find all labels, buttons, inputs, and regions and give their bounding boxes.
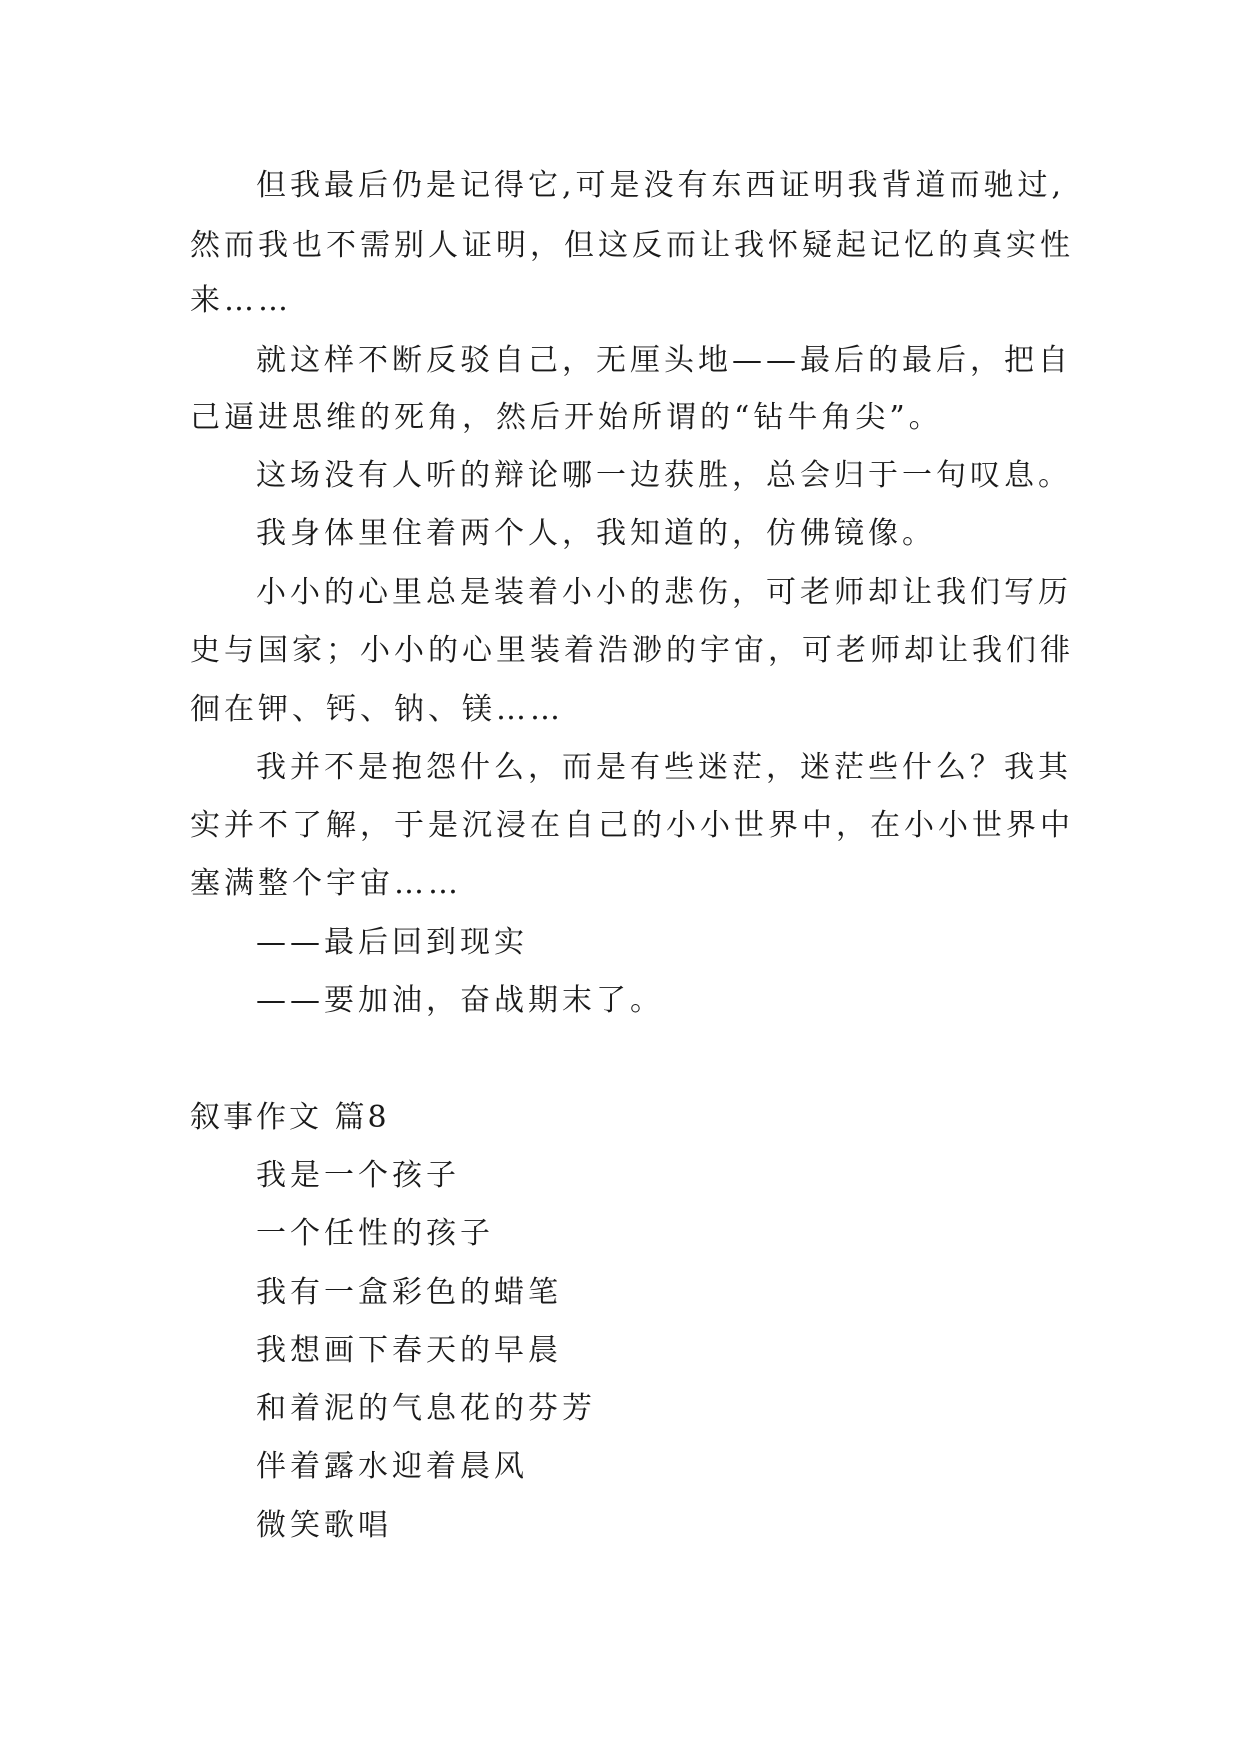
paragraph-line: 己逼进思维的死角，然后开始所谓的“钻牛角尖”。 bbox=[190, 400, 943, 435]
poem-line: 我有一盒彩色的蜡笔 bbox=[256, 1275, 562, 1310]
poem-line: 伴着露水迎着晨风 bbox=[256, 1449, 528, 1484]
poem-line: 微笑歌唱 bbox=[256, 1508, 392, 1543]
paragraph-line: 塞满整个宇宙…… bbox=[190, 866, 462, 901]
paragraph-line: 然而我也不需别人证明，但这反而让我怀疑起记忆的真实性 bbox=[190, 228, 1074, 263]
paragraph-line: ——最后回到现实 bbox=[256, 925, 528, 960]
paragraph-line: 但我最后仍是记得它,可是没有东西证明我背道而驰过, bbox=[256, 168, 1066, 203]
paragraph-line: 我并不是抱怨什么，而是有些迷茫，迷茫些什么？我其 bbox=[256, 750, 1072, 785]
paragraph-line: 实并不了解，于是沉浸在自己的小小世界中，在小小世界中 bbox=[190, 808, 1074, 843]
paragraph-line: 就这样不断反驳自己，无厘头地——最后的最后，把自 bbox=[256, 343, 1072, 378]
paragraph-line: 来…… bbox=[190, 283, 292, 318]
paragraph-line: 徊在钾、钙、钠、镁…… bbox=[190, 692, 564, 727]
paragraph-line: 小小的心里总是装着小小的悲伤，可老师却让我们写历 bbox=[256, 575, 1072, 610]
paragraph-line: ——要加油，奋战期末了。 bbox=[256, 983, 664, 1018]
paragraph-line: 这场没有人听的辩论哪一边获胜，总会归于一句叹息。 bbox=[256, 458, 1072, 493]
poem-line: 和着泥的气息花的芬芳 bbox=[256, 1391, 596, 1426]
poem-line: 一个任性的孩子 bbox=[256, 1216, 494, 1251]
section-heading: 叙事作文 篇8 bbox=[190, 1100, 390, 1135]
paragraph-line: 史与国家；小小的心里装着浩渺的宇宙，可老师却让我们徘 bbox=[190, 633, 1074, 668]
poem-line: 我是一个孩子 bbox=[256, 1158, 460, 1193]
poem-line: 我想画下春天的早晨 bbox=[256, 1333, 562, 1368]
paragraph-line: 我身体里住着两个人，我知道的，仿佛镜像。 bbox=[256, 516, 936, 551]
